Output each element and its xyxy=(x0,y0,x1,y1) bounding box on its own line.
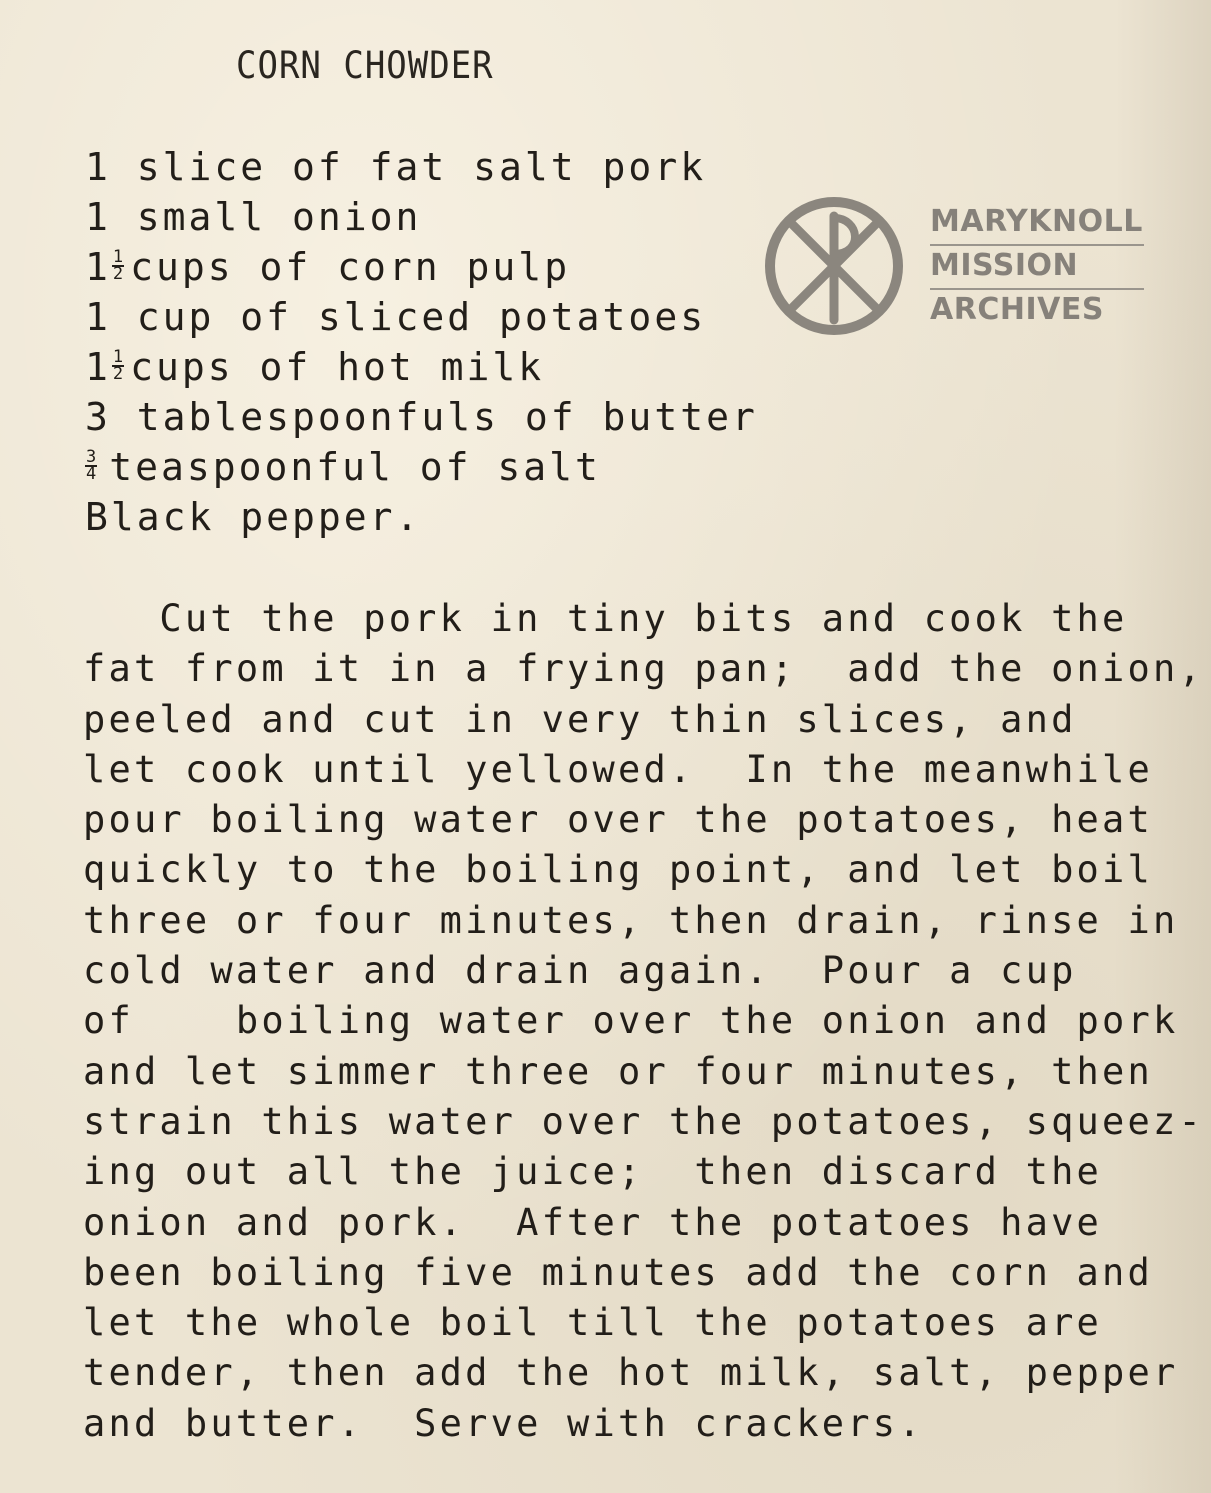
ingredient-text: 1 small onion xyxy=(85,195,422,239)
ingredient-item xyxy=(85,242,758,292)
watermark-text xyxy=(930,202,1144,332)
watermark-line: MISSION xyxy=(930,246,1144,290)
ingredient-item xyxy=(85,192,758,242)
ingredient-text: 1 slice of fat salt pork xyxy=(85,145,707,189)
fraction-numerator: 1 xyxy=(112,246,124,267)
fraction-denominator: 2 xyxy=(112,363,124,384)
fraction-denominator: 2 xyxy=(112,263,124,284)
archive-watermark xyxy=(762,196,1152,336)
watermark-line: ARCHIVES xyxy=(930,292,1104,327)
directions xyxy=(83,594,1204,1449)
directions-line: fat from it in a frying pan; add the onion, xyxy=(83,647,1204,691)
recipe-title: CORN CHOWDER xyxy=(236,44,494,88)
directions-line: onion and pork. After the potatoes have xyxy=(83,1200,1103,1244)
fraction xyxy=(85,446,97,484)
ingredient-whole: 1 xyxy=(85,245,111,289)
directions-line: ing out all the juice; then discard the xyxy=(83,1150,1103,1194)
chi-rho-logo-icon xyxy=(762,196,912,336)
fraction xyxy=(112,246,124,284)
directions-line: quickly to the boiling point, and let boil xyxy=(83,848,1153,892)
directions-line: peeled and cut in very thin slices, and xyxy=(83,697,1077,741)
directions-line: let the whole boil till the potatoes are xyxy=(83,1301,1103,1345)
ingredient-item xyxy=(85,392,758,442)
directions-line: Cut the pork in tiny bits and cook the xyxy=(83,597,1128,640)
directions-line: tender, then add the hot milk, salt, pepper xyxy=(83,1351,1179,1395)
directions-line: let cook until yellowed. In the meanwhile xyxy=(83,747,1153,791)
ingredient-text: 3 tablespoonfuls of butter xyxy=(85,395,758,439)
directions-line: of boiling water over the onion and pork xyxy=(83,999,1179,1043)
ingredient-text: teaspoonful of salt xyxy=(109,445,601,489)
watermark-line: MARYKNOLL xyxy=(930,202,1144,246)
ingredient-item xyxy=(85,442,758,492)
ingredient-item xyxy=(85,492,758,542)
ingredient-text: 1 cup of sliced potatoes xyxy=(85,295,707,339)
fraction-numerator: 1 xyxy=(112,346,124,367)
directions-line: pour boiling water over the potatoes, heat xyxy=(83,798,1153,842)
ingredient-item xyxy=(85,292,758,342)
ingredient-whole: 1 xyxy=(85,345,111,389)
ingredient-item xyxy=(85,142,758,192)
directions-line: strain this water over the potatoes, squeez- xyxy=(83,1099,1204,1143)
fraction-denominator: 4 xyxy=(86,463,97,484)
fraction-numerator: 3 xyxy=(86,446,97,467)
ingredient-text: cups of hot milk xyxy=(130,345,545,389)
directions-line: three or four minutes, then drain, rinse in xyxy=(83,898,1179,942)
ingredient-item xyxy=(85,342,758,392)
ingredient-list xyxy=(85,142,758,542)
directions-line: cold water and drain again. Pour a cup xyxy=(83,949,1077,993)
fraction xyxy=(112,346,124,384)
directions-line: and butter. Serve with crackers. xyxy=(83,1401,924,1445)
ingredient-text: Black pepper. xyxy=(85,495,422,539)
directions-line: been boiling five minutes add the corn and xyxy=(83,1250,1153,1294)
ingredient-text: cups of corn pulp xyxy=(130,245,571,289)
directions-line: and let simmer three or four minutes, then xyxy=(83,1049,1153,1093)
